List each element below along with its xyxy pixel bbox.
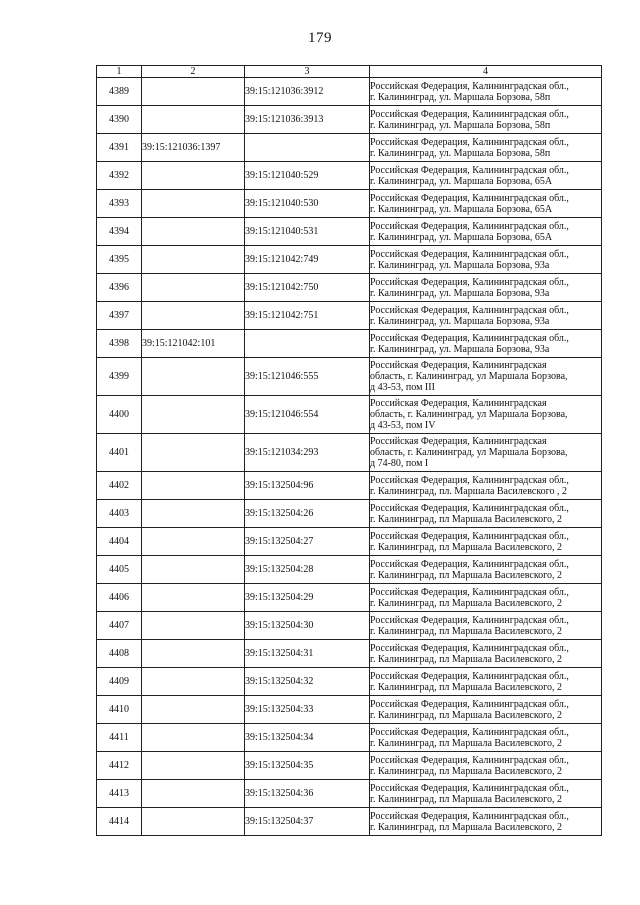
address-line: Российская Федерация, Калининградская [370, 436, 547, 447]
address-cell [370, 302, 602, 330]
object-cadastral-number: 39:15:132504:28 [245, 556, 370, 584]
address-line: Российская Федерация, Калининградская обл., [370, 782, 569, 794]
table-row [97, 808, 602, 836]
address-cell [370, 640, 602, 668]
header-col-4: 4 [370, 66, 602, 78]
land-cadastral-number [142, 668, 245, 696]
land-cadastral-number [142, 808, 245, 836]
object-cadastral-number [245, 134, 370, 162]
object-cadastral-number: 39:15:132504:34 [245, 724, 370, 752]
address-cell [370, 396, 602, 434]
address-cell [370, 78, 602, 106]
address-line: г. Калининград, пл Маршала Василевского, 2 [370, 541, 563, 553]
registry-table [96, 65, 602, 836]
address-line: Российская Федерация, Калининградская обл., [370, 332, 569, 344]
address-line: г. Калининград, ул. Маршала Борзова, 65А [370, 203, 553, 215]
object-cadastral-number: 39:15:121042:750 [245, 274, 370, 302]
table-row [97, 106, 602, 134]
land-cadastral-number [142, 780, 245, 808]
table-row [97, 752, 602, 780]
row-number: 4392 [97, 162, 142, 190]
address-line: г. Калининград, пл Маршала Василевского, 2 [370, 737, 563, 749]
row-number: 4389 [97, 78, 142, 106]
land-cadastral-number [142, 752, 245, 780]
header-col-2: 2 [142, 66, 245, 78]
table-row [97, 668, 602, 696]
land-cadastral-number [142, 246, 245, 274]
address-cell [370, 808, 602, 836]
land-cadastral-number: 39:15:121042:101 [142, 330, 245, 358]
address-cell [370, 528, 602, 556]
land-cadastral-number [142, 434, 245, 472]
address-line: г. Калининград, ул. Маршала Борзова, 93а [370, 287, 550, 299]
address-cell [370, 696, 602, 724]
object-cadastral-number: 39:15:121034:293 [245, 434, 370, 472]
address-line: Российская Федерация, Калининградская обл., [370, 304, 569, 316]
land-cadastral-number [142, 500, 245, 528]
address-line: г. Калининград, пл Маршала Василевского, 2 [370, 513, 563, 525]
address-line: Российская Федерация, Калининградская обл., [370, 276, 569, 288]
land-cadastral-number [142, 472, 245, 500]
address-line: г. Калининград, пл Маршала Василевского, 2 [370, 597, 563, 609]
row-number: 4408 [97, 640, 142, 668]
object-cadastral-number: 39:15:132504:26 [245, 500, 370, 528]
table-row [97, 724, 602, 752]
address-line: г. Калининград, пл Маршала Василевского, 2 [370, 569, 563, 581]
row-number: 4394 [97, 218, 142, 246]
address-line: Российская Федерация, Калининградская обл., [370, 530, 569, 542]
address-cell [370, 500, 602, 528]
row-number: 4390 [97, 106, 142, 134]
address-line: г. Калининград, пл Маршала Василевского, 2 [370, 681, 563, 693]
table-row [97, 612, 602, 640]
table-row [97, 780, 602, 808]
address-line: д 43-53, пом IV [370, 420, 436, 431]
address-cell [370, 724, 602, 752]
row-number: 4409 [97, 668, 142, 696]
object-cadastral-number: 39:15:121036:3913 [245, 106, 370, 134]
address-line: г. Калининград, ул. Маршала Борзова, 58п [370, 147, 551, 159]
row-number: 4395 [97, 246, 142, 274]
address-line: область, г. Калининград, ул Маршала Борзова, [370, 409, 568, 420]
address-cell [370, 190, 602, 218]
object-cadastral-number: 39:15:121036:3912 [245, 78, 370, 106]
land-cadastral-number [142, 528, 245, 556]
row-number: 4405 [97, 556, 142, 584]
object-cadastral-number: 39:15:132504:33 [245, 696, 370, 724]
address-line: Российская Федерация, Калининградская обл., [370, 754, 569, 766]
address-line: г. Калининград, пл Маршала Василевского, 2 [370, 765, 563, 777]
address-cell [370, 556, 602, 584]
table-row [97, 330, 602, 358]
address-cell [370, 218, 602, 246]
address-cell [370, 246, 602, 274]
table-row [97, 696, 602, 724]
row-number: 4400 [97, 396, 142, 434]
address-line: Российская Федерация, Калининградская [370, 360, 547, 371]
table-row [97, 274, 602, 302]
address-cell [370, 612, 602, 640]
row-number: 4403 [97, 500, 142, 528]
table-row [97, 162, 602, 190]
address-line: г. Калининград, пл Маршала Василевского, 2 [370, 709, 563, 721]
address-line: Российская Федерация, Калининградская обл., [370, 698, 569, 710]
land-cadastral-number [142, 190, 245, 218]
table-row [97, 246, 602, 274]
address-line: г. Калининград, ул. Маршала Борзова, 65А [370, 175, 553, 187]
address-line: г. Калининград, ул. Маршала Борзова, 58п [370, 91, 551, 103]
address-line: Российская Федерация, Калининградская обл., [370, 108, 569, 120]
header-col-1: 1 [97, 66, 142, 78]
land-cadastral-number: 39:15:121036:1397 [142, 134, 245, 162]
address-line: Российская Федерация, Калининградская обл., [370, 220, 569, 232]
table-row [97, 218, 602, 246]
address-line: Российская Федерация, Калининградская обл., [370, 192, 569, 204]
table-row [97, 434, 602, 472]
address-line: Российская Федерация, Калининградская обл., [370, 614, 569, 626]
object-cadastral-number: 39:15:121040:530 [245, 190, 370, 218]
address-line: г. Калининград, ул. Маршала Борзова, 58п [370, 119, 551, 131]
land-cadastral-number [142, 162, 245, 190]
address-cell [370, 134, 602, 162]
table-header [97, 66, 602, 78]
object-cadastral-number: 39:15:132504:29 [245, 584, 370, 612]
address-line: Российская Федерация, Калининградская обл., [370, 474, 569, 486]
address-line: Российская Федерация, Калининградская обл., [370, 558, 569, 570]
land-cadastral-number [142, 696, 245, 724]
address-line: г. Калининград, ул. Маршала Борзова, 93а [370, 315, 550, 327]
row-number: 4402 [97, 472, 142, 500]
address-line: Российская Федерация, Калининградская обл., [370, 164, 569, 176]
address-line: г. Калининград, пл Маршала Василевского, 2 [370, 793, 563, 805]
address-cell [370, 274, 602, 302]
table-row [97, 396, 602, 434]
address-line: г. Калининград, пл Маршала Василевского, 2 [370, 821, 563, 833]
address-line: г. Калининград, ул. Маршала Борзова, 93а [370, 343, 550, 355]
row-number: 4412 [97, 752, 142, 780]
object-cadastral-number [245, 330, 370, 358]
land-cadastral-number [142, 556, 245, 584]
address-line: г. Калининград, ул. Маршала Борзова, 65А [370, 231, 553, 243]
row-number: 4393 [97, 190, 142, 218]
land-cadastral-number [142, 584, 245, 612]
table-row [97, 302, 602, 330]
object-cadastral-number: 39:15:132504:96 [245, 472, 370, 500]
row-number: 4413 [97, 780, 142, 808]
address-cell [370, 668, 602, 696]
address-cell [370, 780, 602, 808]
land-cadastral-number [142, 274, 245, 302]
address-line: Российская Федерация, Калининградская [370, 398, 547, 409]
object-cadastral-number: 39:15:132504:35 [245, 752, 370, 780]
land-cadastral-number [142, 724, 245, 752]
table-row [97, 190, 602, 218]
address-line: Российская Федерация, Калининградская обл., [370, 248, 569, 260]
row-number: 4391 [97, 134, 142, 162]
header-row [97, 66, 602, 78]
row-number: 4396 [97, 274, 142, 302]
address-line: Российская Федерация, Калининградская обл., [370, 586, 569, 598]
address-cell [370, 472, 602, 500]
object-cadastral-number: 39:15:121040:531 [245, 218, 370, 246]
table-row [97, 500, 602, 528]
address-line: г. Калининград, пл Маршала Василевского, 2 [370, 653, 563, 665]
land-cadastral-number [142, 358, 245, 396]
table-row [97, 528, 602, 556]
address-cell [370, 434, 602, 472]
address-line: Российская Федерация, Калининградская обл., [370, 642, 569, 654]
object-cadastral-number: 39:15:132504:37 [245, 808, 370, 836]
address-cell [370, 162, 602, 190]
header-col-3: 3 [245, 66, 370, 78]
row-number: 4407 [97, 612, 142, 640]
address-cell [370, 330, 602, 358]
land-cadastral-number [142, 106, 245, 134]
address-line: Российская Федерация, Калининградская обл., [370, 670, 569, 682]
address-cell [370, 752, 602, 780]
address-line: д 74-80, пом I [370, 458, 429, 469]
table-row [97, 78, 602, 106]
object-cadastral-number: 39:15:121046:555 [245, 358, 370, 396]
table-body [97, 78, 602, 836]
object-cadastral-number: 39:15:132504:36 [245, 780, 370, 808]
address-line: Российская Федерация, Калининградская обл., [370, 80, 569, 92]
table-row [97, 640, 602, 668]
table-row [97, 358, 602, 396]
object-cadastral-number: 39:15:121046:554 [245, 396, 370, 434]
address-cell [370, 358, 602, 396]
address-line: Российская Федерация, Калининградская обл., [370, 810, 569, 822]
row-number: 4411 [97, 724, 142, 752]
address-line: г. Калининград, пл. Маршала Василевского , 2 [370, 485, 568, 497]
land-cadastral-number [142, 640, 245, 668]
address-line: г. Калининград, пл Маршала Василевского, 2 [370, 625, 563, 637]
land-cadastral-number [142, 218, 245, 246]
table-row [97, 584, 602, 612]
address-line: область, г. Калининград, ул Маршала Борзова, [370, 447, 568, 458]
object-cadastral-number: 39:15:132504:32 [245, 668, 370, 696]
land-cadastral-number [142, 396, 245, 434]
address-cell [370, 106, 602, 134]
object-cadastral-number: 39:15:121040:529 [245, 162, 370, 190]
address-line: Российская Федерация, Калининградская обл., [370, 726, 569, 738]
address-cell [370, 584, 602, 612]
row-number: 4398 [97, 330, 142, 358]
row-number: 4410 [97, 696, 142, 724]
page-number: 179 [308, 30, 332, 46]
row-number: 4404 [97, 528, 142, 556]
object-cadastral-number: 39:15:121042:751 [245, 302, 370, 330]
address-line: Российская Федерация, Калининградская обл., [370, 502, 569, 514]
object-cadastral-number: 39:15:132504:27 [245, 528, 370, 556]
row-number: 4414 [97, 808, 142, 836]
object-cadastral-number: 39:15:132504:30 [245, 612, 370, 640]
row-number: 4399 [97, 358, 142, 396]
object-cadastral-number: 39:15:132504:31 [245, 640, 370, 668]
table-row [97, 134, 602, 162]
address-line: г. Калининград, ул. Маршала Борзова, 93а [370, 259, 550, 271]
land-cadastral-number [142, 78, 245, 106]
land-cadastral-number [142, 612, 245, 640]
row-number: 4406 [97, 584, 142, 612]
address-line: д 43-53, пом III [370, 382, 435, 393]
object-cadastral-number: 39:15:121042:749 [245, 246, 370, 274]
land-cadastral-number [142, 302, 245, 330]
row-number: 4397 [97, 302, 142, 330]
row-number: 4401 [97, 434, 142, 472]
address-line: Российская Федерация, Калининградская обл., [370, 136, 569, 148]
table-row [97, 556, 602, 584]
table-row [97, 472, 602, 500]
address-line: область, г. Калининград, ул Маршала Борзова, [370, 371, 568, 382]
